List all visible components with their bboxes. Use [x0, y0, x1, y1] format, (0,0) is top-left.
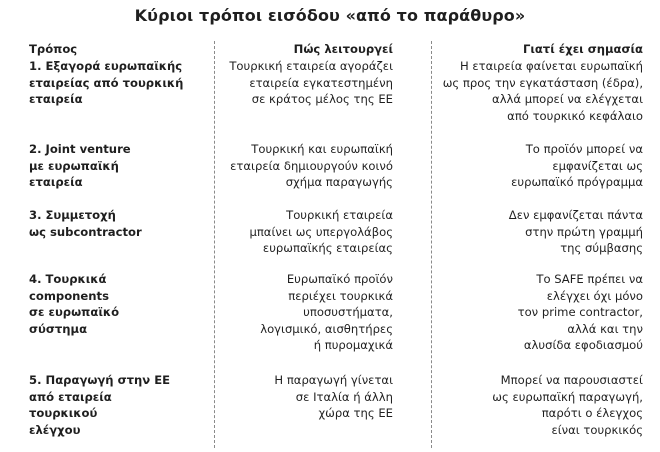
row-2-how: Τουρκική και ευρωπαϊκή εταιρεία δημιουργούν κοινό σχήμα παραγωγής — [230, 142, 393, 189]
row-3-how: Τουρκική εταιρεία μπαίνει ως υπεργολάβος ευρωπαϊκής εταιρείας — [249, 208, 393, 255]
row-4-why: Το SAFE πρέπει να ελέγχει όχι μόνο τον prime contractor, αλλά και την αλυσίδα εφοδιασμού — [517, 272, 643, 352]
row-5-why: Μπορεί να παρουσιαστεί ως ευρωπαϊκή παραγωγή, παρότι ο έλεγχος είναι τουρκικός — [492, 373, 643, 437]
column-mode — [29, 41, 214, 448]
row-5-how: Η παραγωγή γίνεται σε Ιταλία ή άλλη χώρα της ΕΕ — [274, 373, 393, 420]
column-how — [215, 41, 393, 448]
column-why — [432, 41, 643, 448]
row-3-why: Δεν εμφανίζεται πάντα στην πρώτη γραμμή της σύμβασης — [508, 208, 643, 255]
row-3-mode: 3. Συμμετοχή ως subcontractor — [29, 208, 142, 239]
row-1-why: Η εταιρεία φαίνεται ευρωπαϊκή ως προς την εγκατάσταση (έδρα), αλλά μπορεί να ελέγχεται από τουρκικό κεφάλαιο — [442, 59, 643, 123]
row-4-how: Ευρωπαϊκό προϊόν περιέχει τουρκικά υποσυστήματα, λογισμικό, αισθητήρες ή πυρομαχικά — [260, 272, 393, 352]
row-1-mode: 1. Εξαγορά ευρωπαϊκής εταιρείας από τουρκική εταιρεία — [29, 59, 184, 106]
row-2-why: Το προϊόν μπορεί να εμφανίζεται ως ευρωπαϊκό πρόγραμμα — [511, 142, 643, 189]
header-mode: Τρόπος — [29, 42, 78, 56]
page-title: Κύριοι τρόποι εισόδου «από το παράθυρο» — [134, 6, 526, 25]
row-5-mode: 5. Παραγωγή στην ΕΕ από εταιρεία τουρκικού ελέγχου — [29, 373, 171, 437]
header-how: Πώς λειτουργεί — [293, 42, 393, 56]
row-2-mode: 2. Joint venture με ευρωπαϊκή εταιρεία — [29, 142, 131, 189]
header-why: Γιατί έχει σημασία — [522, 42, 643, 56]
row-4-mode: 4. Τουρκικά components σε ευρωπαϊκό σύστημα — [29, 272, 120, 336]
row-1-how: Τουρκική εταιρεία αγοράζει εταιρεία εγκατεστημένη σε κράτος μέλος της ΕΕ — [229, 59, 393, 106]
